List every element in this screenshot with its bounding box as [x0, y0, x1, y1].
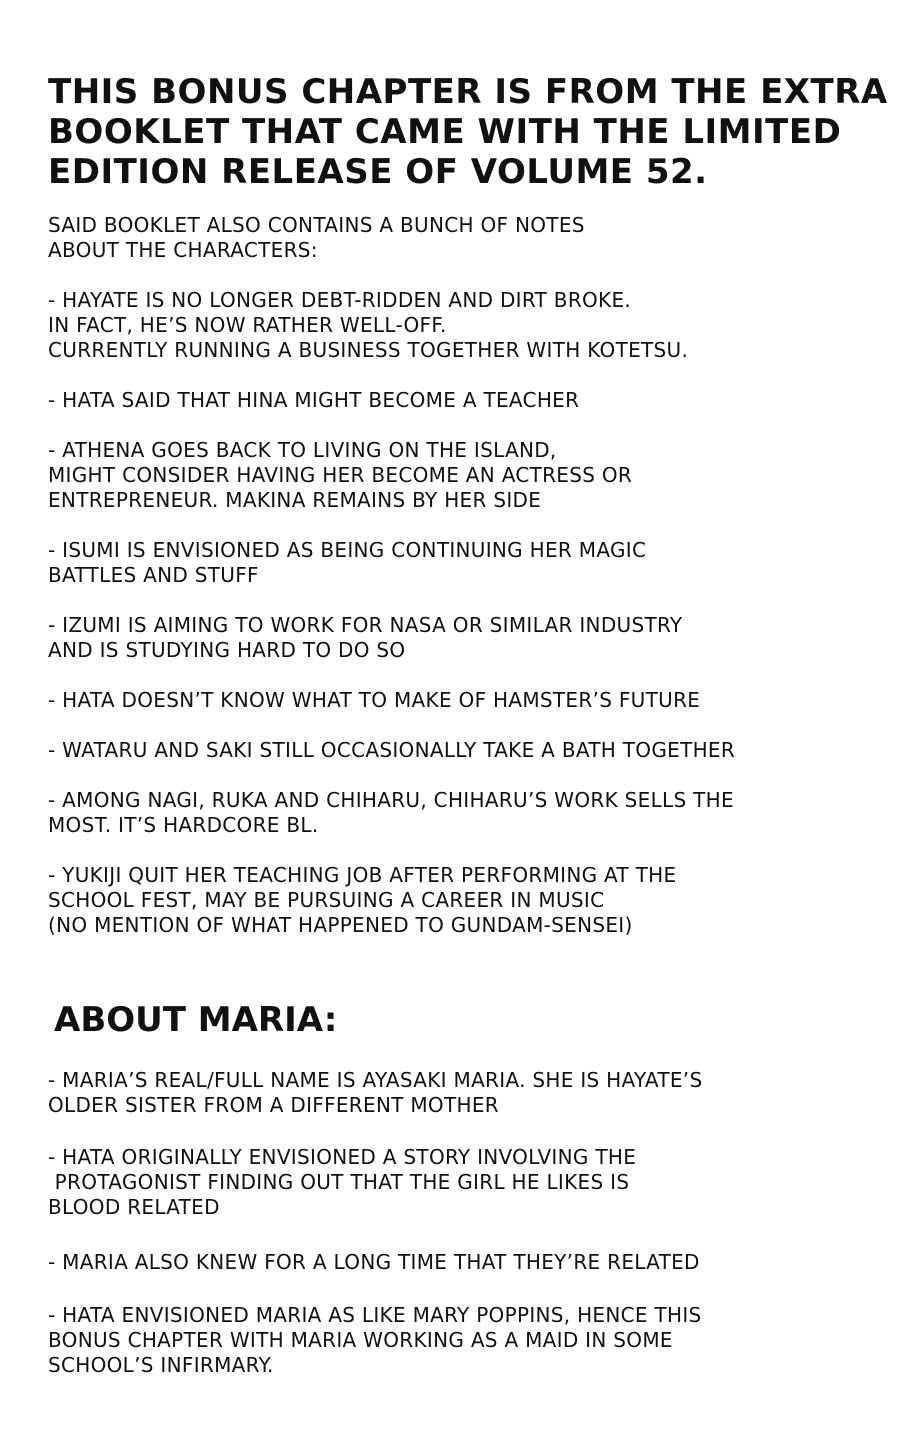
title-line: BOOKLET THAT CAME WITH THE LIMITED [48, 112, 842, 152]
title-line: THIS BONUS CHAPTER IS FROM THE EXTRA [48, 72, 888, 112]
maria-note-story [48, 1145, 888, 1220]
text-line: - AMONG NAGI, RUKA AND CHIHARU, CHIHARU’S WORK SELLS THE [48, 788, 734, 812]
text-line: BATTLES AND STUFF [48, 563, 259, 587]
text-line: - IZUMI IS AIMING TO WORK FOR NASA OR SIMILAR INDUSTRY [48, 613, 683, 637]
text-line: SCHOOL FEST, MAY BE PURSUING A CAREER IN MUSIC [48, 888, 605, 912]
note-chiharu [48, 788, 888, 838]
note-hina [48, 388, 888, 413]
text-line: SAID BOOKLET ALSO CONTAINS A BUNCH OF NOTES [48, 213, 585, 237]
text-line: - HATA ENVISIONED MARIA AS LIKE MARY POPPINS, HENCE THIS [48, 1303, 702, 1327]
text-line: - HATA ORIGINALLY ENVISIONED A STORY INVOLVING THE [48, 1145, 637, 1169]
text-line: - YUKIJI QUIT HER TEACHING JOB AFTER PERFORMING AT THE [48, 863, 677, 887]
text-line: BONUS CHAPTER WITH MARIA WORKING AS A MAID IN SOME [48, 1328, 673, 1352]
maria-note-knew [48, 1250, 888, 1275]
note-izumi [48, 613, 888, 663]
text-line: AND IS STUDYING HARD TO DO SO [48, 638, 406, 662]
text-line: ABOUT THE CHARACTERS: [48, 238, 318, 262]
text-line: - ATHENA GOES BACK TO LIVING ON THE ISLAND, [48, 438, 557, 462]
intro-paragraph [48, 213, 888, 263]
text-line: - ISUMI IS ENVISIONED AS BEING CONTINUING HER MAGIC [48, 538, 647, 562]
note-athena [48, 438, 888, 513]
text-line: - HATA SAID THAT HINA MIGHT BECOME A TEACHER [48, 388, 580, 412]
text-line: - HATA DOESN’T KNOW WHAT TO MAKE OF HAMSTER’S FUTURE [48, 688, 701, 712]
note-wataru-saki [48, 738, 888, 763]
text-line: - WATARU AND SAKI STILL OCCASIONALLY TAKE A BATH TOGETHER [48, 738, 736, 762]
title-line: EDITION RELEASE OF VOLUME 52. [48, 152, 708, 192]
text-line: - MARIA’S REAL/FULL NAME IS AYASAKI MARIA. SHE IS HAYATE’S [48, 1068, 703, 1092]
text-line: IN FACT, HE’S NOW RATHER WELL-OFF. [48, 313, 447, 337]
text-line: MIGHT CONSIDER HAVING HER BECOME AN ACTRESS OR [48, 463, 633, 487]
text-line: CURRENTLY RUNNING A BUSINESS TOGETHER WITH KOTETSU. [48, 338, 689, 362]
text-line: ENTREPRENEUR. MAKINA REMAINS BY HER SIDE [48, 488, 542, 512]
page-title [48, 72, 888, 192]
note-hamster [48, 688, 888, 713]
text-line: - MARIA ALSO KNEW FOR A LONG TIME THAT THEY’RE RELATED [48, 1250, 700, 1274]
section-heading-maria: ABOUT MARIA: [54, 1000, 338, 1040]
maria-note-poppins [48, 1303, 888, 1378]
text-line: PROTAGONIST FINDING OUT THAT THE GIRL HE LIKES IS [48, 1170, 630, 1194]
maria-note-name [48, 1068, 888, 1118]
note-hayate [48, 288, 888, 363]
text-line: - HAYATE IS NO LONGER DEBT-RIDDEN AND DIRT BROKE. [48, 288, 632, 312]
text-line: BLOOD RELATED [48, 1195, 220, 1219]
note-isumi [48, 538, 888, 588]
note-yukiji [48, 863, 888, 938]
text-line: OLDER SISTER FROM A DIFFERENT MOTHER [48, 1093, 499, 1117]
text-line: (NO MENTION OF WHAT HAPPENED TO GUNDAM-SENSEI) [48, 913, 633, 937]
text-line: SCHOOL’S INFIRMARY. [48, 1353, 274, 1377]
text-line: MOST. IT’S HARDCORE BL. [48, 813, 319, 837]
